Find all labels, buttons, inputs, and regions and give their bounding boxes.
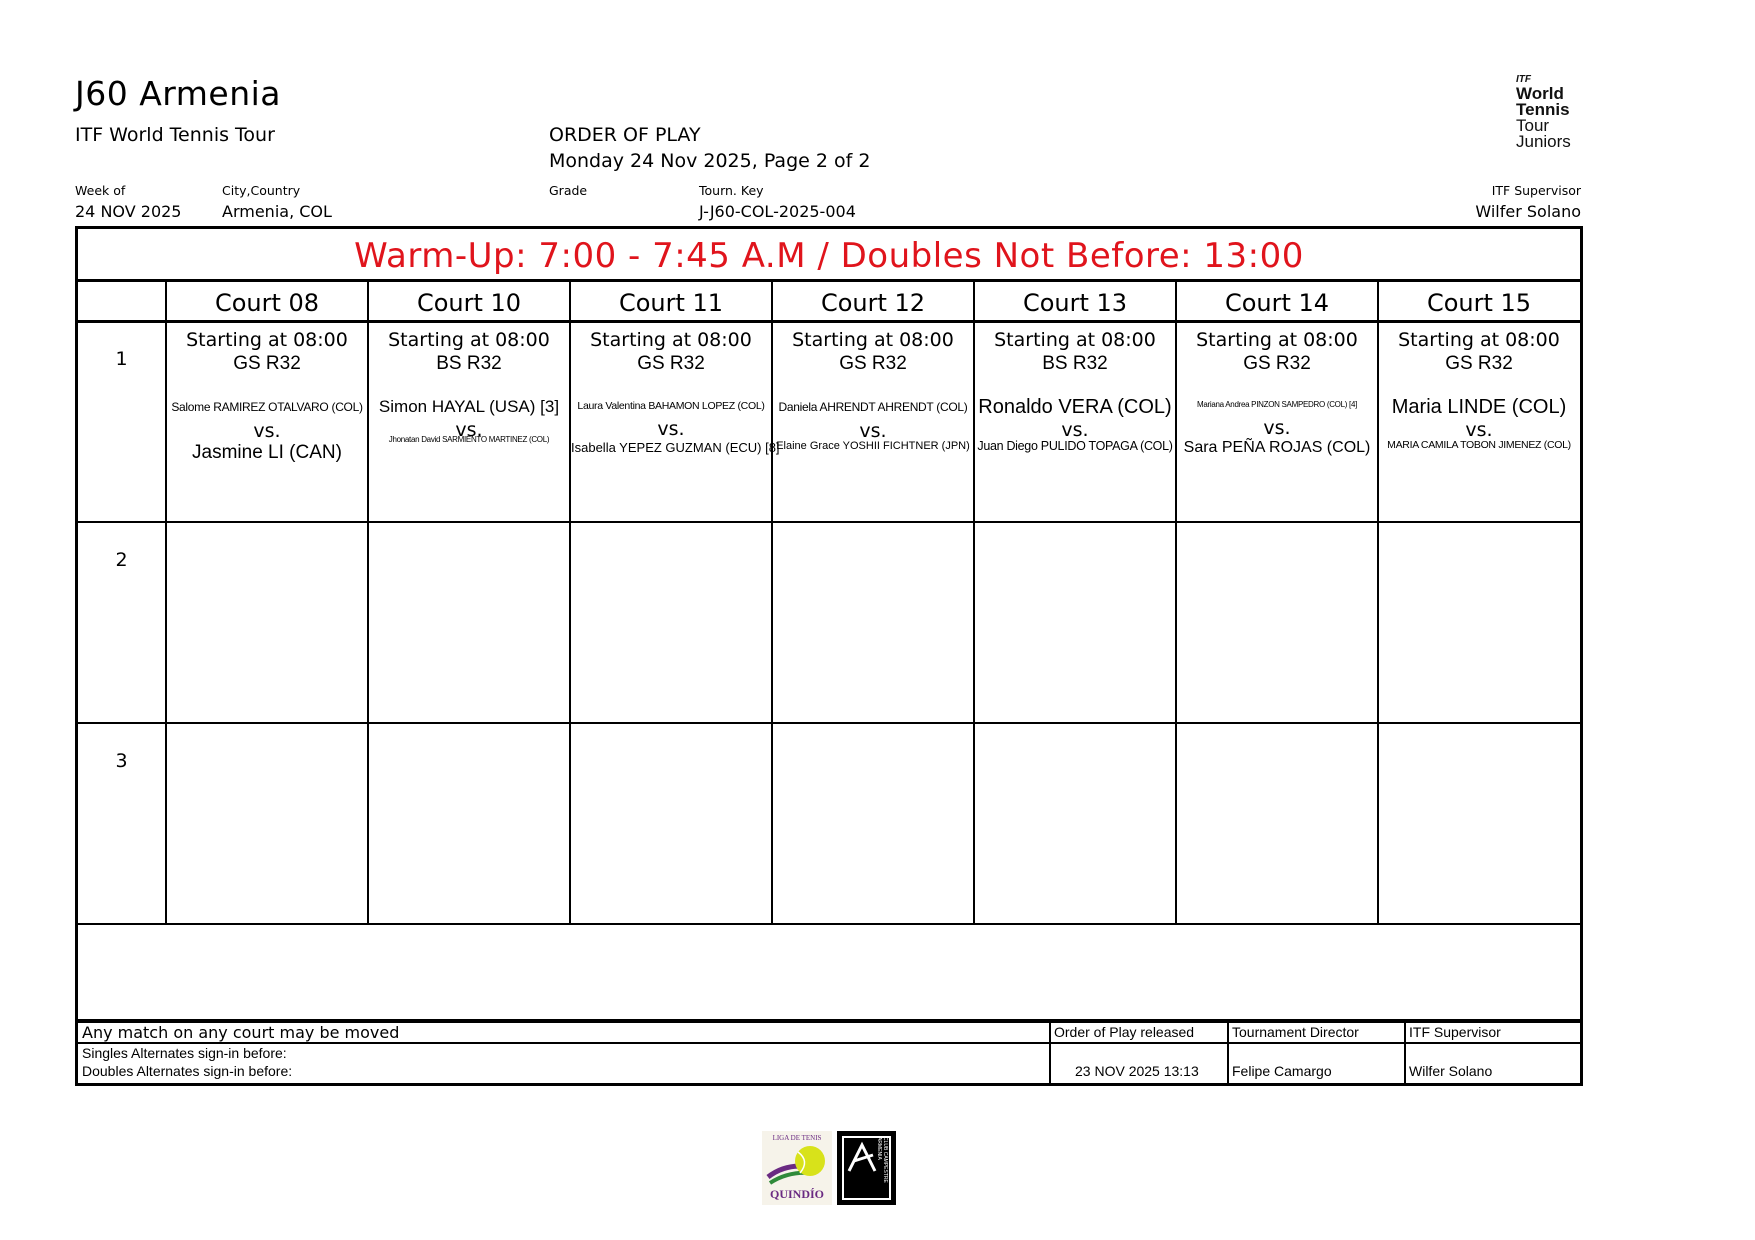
player-1: Laura Valentina BAHAMON LOPEZ (COL): [577, 400, 765, 412]
match-cell-court-11: [571, 322, 780, 455]
city-value: Armenia, COL: [222, 202, 332, 221]
liga-de-tenis-quindio-logo: [762, 1131, 832, 1205]
match-start-time: Starting at 08:00: [994, 329, 1156, 351]
versus-label: vs.: [657, 418, 685, 440]
itf-mark: ITF: [1516, 74, 1531, 85]
player-2: Juan Diego PULIDO TOPAGA (COL): [977, 439, 1173, 453]
itf-logo-juniors: Juniors: [1516, 132, 1571, 151]
liga-logo-bottom-text: QUINDÍO: [769, 1187, 824, 1201]
row-divider: [78, 521, 1580, 523]
match-start-time: Starting at 08:00: [186, 329, 348, 351]
player-2: Elaine Grace YOSHII FICHTNER (JPN): [776, 440, 970, 452]
tourn-key-value: J-J60-COL-2025-004: [699, 202, 856, 221]
row-number: 2: [115, 549, 128, 571]
row-divider: [78, 722, 1580, 724]
player-1: Mariana Andrea PINZON SAMPEDRO (COL) [4]: [1196, 400, 1358, 409]
week-of-value: 24 NOV 2025: [75, 202, 182, 221]
director-value: Felipe Camargo: [1232, 1063, 1332, 1079]
match-round: GS R32: [233, 353, 301, 374]
warmup-banner: Warm-Up: 7:00 - 7:45 A.M / Doubles Not Before: 13:00: [78, 229, 1580, 282]
match-round: GS R32: [1243, 353, 1311, 374]
match-start-time: Starting at 08:00: [1398, 329, 1560, 351]
player-1: Maria LINDE (COL): [1391, 396, 1567, 418]
supervisor-label: ITF Supervisor: [1491, 183, 1581, 198]
footer-supervisor-value: Wilfer Solano: [1409, 1063, 1493, 1079]
footer-column-divider: [1049, 1023, 1051, 1083]
grade-label: Grade: [549, 183, 588, 198]
court-header: Court 10: [416, 289, 522, 317]
versus-label: vs.: [859, 420, 887, 442]
player-1: Simon HAYAL (USA) [3]: [378, 397, 560, 416]
match-cell-court-12: [773, 322, 973, 452]
itf-logo-world: World: [1516, 84, 1564, 103]
versus-label: vs.: [1263, 417, 1291, 439]
row-number: 1: [115, 348, 128, 370]
sponsor-logos: [762, 1131, 896, 1205]
row-divider: [78, 923, 1580, 925]
singles-alternates-text: Singles Alternates sign-in before:: [82, 1045, 287, 1061]
court-header: Court 13: [1022, 289, 1128, 317]
match-round: BS R32: [436, 353, 502, 374]
order-of-play-date: Monday 24 Nov 2025, Page 2 of 2: [549, 150, 871, 172]
footer-table: [75, 1020, 1583, 1086]
versus-label: vs.: [1465, 419, 1493, 441]
match-start-time: Starting at 08:00: [590, 329, 752, 351]
court-header: Court 12: [820, 289, 926, 317]
player-1: Daniela AHRENDT AHRENDT (COL): [778, 400, 968, 414]
released-value: 23 NOV 2025 13:13: [1075, 1063, 1199, 1079]
player-2: Jasmine LI (CAN): [192, 442, 342, 463]
match-start-time: Starting at 08:00: [792, 329, 954, 351]
match-cell-court-14: [1177, 322, 1377, 457]
player-2: Sara PEÑA ROJAS (COL): [1183, 439, 1371, 456]
itf-logo-tennis: Tennis: [1516, 100, 1570, 119]
club-logo-text: CLUB CAMPESTRE ARMENIA: [876, 1137, 888, 1183]
player-2: Jhonatan David SARMIENTO MARTINEZ (COL): [388, 435, 550, 444]
player-2: MARIA CAMILA TOBON JIMENEZ (COL): [1387, 439, 1571, 451]
versus-label: vs.: [253, 420, 281, 442]
itf-world-tennis-tour-juniors-logo: [1516, 74, 1596, 154]
match-cell-court-15: [1379, 322, 1579, 451]
director-label: Tournament Director: [1232, 1024, 1359, 1040]
order-of-play-heading: ORDER OF PLAY: [549, 124, 701, 146]
match-start-time: Starting at 08:00: [388, 329, 550, 351]
city-label: City,Country: [222, 183, 301, 198]
match-start-time: Starting at 08:00: [1196, 329, 1358, 351]
footer-divider: [78, 1042, 1580, 1044]
doubles-alternates-text: Doubles Alternates sign-in before:: [82, 1063, 293, 1079]
match-round: GS R32: [637, 353, 705, 374]
footer-column-divider: [1227, 1023, 1229, 1083]
row-number: 3: [115, 750, 128, 772]
court-change-notice: Any match on any court may be moved: [82, 1023, 400, 1042]
tourn-key-label: Tourn. Key: [699, 183, 764, 198]
supervisor-value: Wilfer Solano: [1475, 202, 1581, 221]
player-1: Ronaldo VERA (COL): [978, 396, 1172, 418]
week-of-label: Week of: [75, 183, 126, 198]
versus-label: vs.: [455, 419, 483, 441]
match-round: BS R32: [1042, 353, 1108, 374]
versus-label: vs.: [1061, 419, 1089, 441]
itf-logo-tour: Tour: [1516, 116, 1550, 135]
footer-supervisor-label: ITF Supervisor: [1409, 1024, 1501, 1040]
tournament-title: J60 Armenia: [75, 74, 282, 113]
organization-name: ITF World Tennis Tour: [75, 124, 275, 146]
player-1: Salome RAMIREZ OTALVARO (COL): [171, 400, 363, 414]
player-2: Isabella YEPEZ GUZMAN (ECU) [8]: [571, 440, 780, 455]
order-of-play-grid: [75, 226, 1583, 1022]
club-emblem-icon: [845, 1141, 879, 1175]
released-label: Order of Play released: [1054, 1024, 1195, 1040]
club-campestre-armenia-logo: [837, 1131, 896, 1205]
match-cell-court-13: [975, 322, 1175, 453]
liga-logo-top-text: LIGA DE TENIS: [772, 1134, 822, 1142]
match-cell-court-10: [369, 322, 569, 444]
match-round: GS R32: [1445, 353, 1513, 374]
footer-column-divider: [1404, 1023, 1406, 1083]
court-header: Court 15: [1426, 289, 1532, 317]
court-header: Court 08: [214, 289, 320, 317]
match-cell-court-08: [167, 322, 367, 464]
court-header: Court 14: [1224, 289, 1330, 317]
court-header: Court 11: [618, 289, 724, 317]
match-round: GS R32: [839, 353, 907, 374]
tennis-ball-icon: [766, 1143, 828, 1187]
